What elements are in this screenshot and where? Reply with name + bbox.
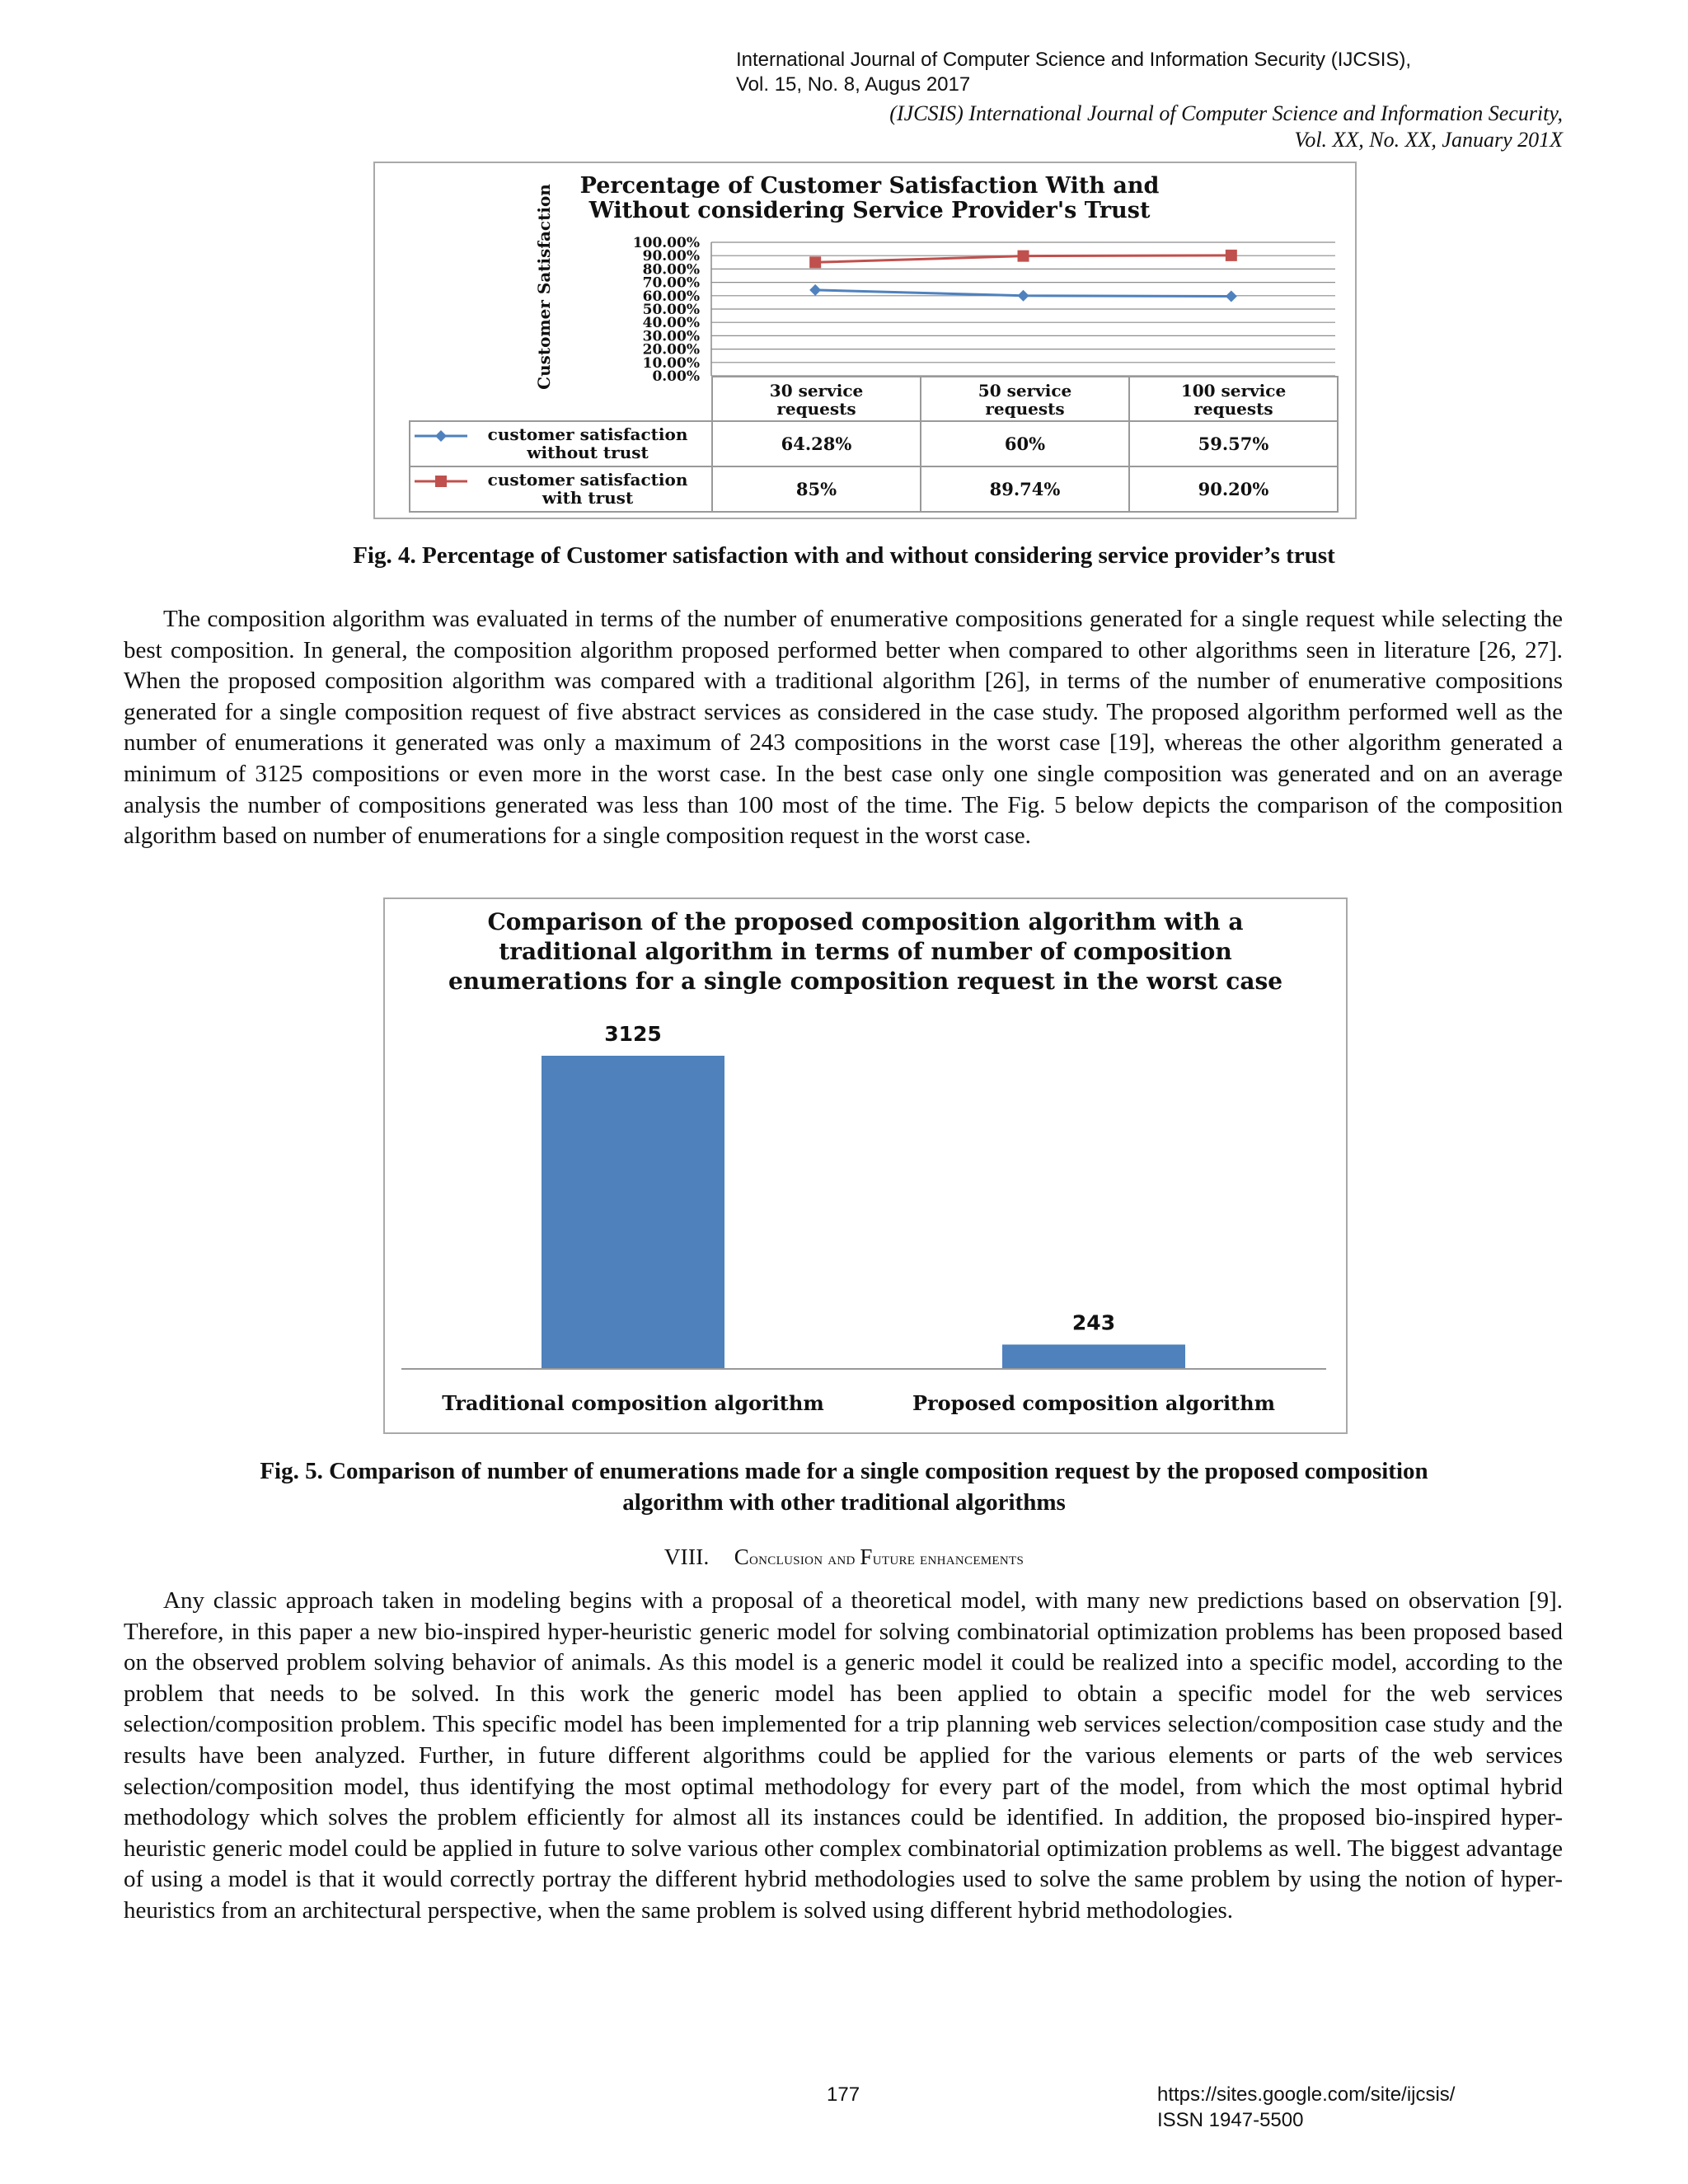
fig5-bar-1 bbox=[542, 1056, 724, 1369]
fig4-y-tick-label: 0.00% bbox=[652, 368, 700, 385]
fig4-y-tick-label: 80.00% bbox=[642, 261, 700, 279]
figure-5-caption bbox=[124, 1455, 1564, 1518]
fig4-y-axis-label: Customer Satisfaction bbox=[534, 184, 554, 390]
fig4-y-tick-label: 40.00% bbox=[642, 315, 700, 332]
fig4-value-2-1: 85% bbox=[713, 467, 921, 511]
italic-line-1: (IJCSIS) International Journal of Computer Science and Information Security, bbox=[889, 101, 1563, 125]
fig4-value-1-1: 64.28% bbox=[713, 422, 921, 466]
fig4-y-tick-label: 50.00% bbox=[642, 302, 700, 318]
italic-header bbox=[577, 101, 1563, 153]
fig4-point bbox=[809, 284, 821, 296]
page-number: 177 bbox=[827, 2083, 860, 2106]
fig5-category-label-1: Traditional composition algorithm bbox=[442, 1391, 824, 1415]
section-number: VIII. bbox=[663, 1544, 710, 1569]
fig4-point bbox=[809, 256, 821, 268]
paragraph-2: Any classic approach taken in modeling begins with a proposal of a theoretical model, with many new predictions based on observation [9]. Therefore, in this paper a new bio-inspired hyper-heuristic generic model for solving combinatorial optimization problems has been proposed based on the observed problem solving behavior of animals. As this model is a generic model it could be realized into a specific model, according to the problem that needs to be solved. In this work the generic model has been applied to obtain a specific model for the web services selection/composition problem. This specific model has been implemented for a trip planning web services selection/composition case study and the results have been analyzed. Further, in future different algorithms could be applied for the various elements or parts of the web services selection/composition model, thus identifying the most optimal methodology for every part of the model, from which the most optimal hybrid methodology which solves the problem efficiently for almost all its instances could be identified. In addition, the proposed bio-inspired hyper-heuristic generic model could be applied in future to solve various other complex combinatorial optimization problems as well. The biggest advantage of using a model is that it would correctly portray the different hybrid methodologies used to solve the same problem by using the notion of hyper-heuristics from an architectural perspective, when the same problem is solved using different hybrid methodologies. bbox=[124, 1587, 1563, 1924]
fig4-legend-2: customer satisfaction with trust bbox=[410, 467, 713, 511]
fig4-value-1-3: 59.57% bbox=[1198, 433, 1269, 454]
figure-4-caption: Fig. 4. Percentage of Customer satisfaction with and without considering service provider’s trust bbox=[353, 542, 1335, 569]
fig4-y-tick-label: 90.00% bbox=[642, 248, 700, 265]
fig4-series-row-2 bbox=[410, 467, 1337, 511]
section-title-f: F bbox=[860, 1544, 873, 1569]
footer-right bbox=[1157, 2082, 1455, 2133]
section-heading bbox=[124, 1544, 1564, 1570]
section-title-part-2: uture enhancements bbox=[872, 1548, 1025, 1568]
figure-5-caption-line-2: algorithm with other traditional algorithms bbox=[622, 1489, 1066, 1516]
journal-line-2: Vol. 15, No. 8, Augus 2017 bbox=[736, 73, 971, 96]
fig5-data-label-2: 243 bbox=[1071, 1310, 1116, 1335]
italic-line-2: Vol. XX, No. XX, January 201X bbox=[1294, 128, 1563, 152]
fig4-legend-1: customer satisfaction without trust bbox=[410, 422, 713, 466]
fig4-title-line-2: Without considering Service Provider's Trust bbox=[588, 198, 1151, 223]
fig5-title-line-1: Comparison of the proposed composition algorithm with a bbox=[487, 908, 1244, 935]
fig4-point bbox=[1018, 290, 1029, 302]
figure-5-caption-line-1: Fig. 5. Comparison of number of enumerations made for a single composition request by the proposed composition bbox=[260, 1458, 1428, 1484]
fig4-title-line-1: Percentage of Customer Satisfaction With and bbox=[579, 173, 1160, 199]
fig4-category-row bbox=[711, 376, 1339, 422]
fig4-value-2-2: 89.74% bbox=[921, 467, 1130, 511]
fig4-point bbox=[1226, 250, 1237, 261]
fig4-y-tick-label: 70.00% bbox=[642, 274, 700, 292]
fig4-y-tick-label: 30.00% bbox=[642, 328, 700, 345]
figure-5-box bbox=[383, 898, 1348, 1434]
fig4-data-table bbox=[409, 420, 1339, 513]
legend-diamond-marker-icon bbox=[413, 428, 471, 444]
fig4-y-tick-label: 10.00% bbox=[642, 354, 700, 372]
fig4-value-2-3: 90.20% bbox=[1198, 478, 1269, 499]
journal-line-1: International Journal of Computer Science and Information Security (IJCSIS), bbox=[736, 49, 1412, 71]
fig5-category-label-2: Proposed composition algorithm bbox=[912, 1391, 1276, 1415]
figure-4-box bbox=[373, 162, 1357, 519]
footer-url: https://sites.google.com/site/ijcsis/ bbox=[1157, 2083, 1456, 2106]
fig4-category-3: 100 service requests bbox=[1180, 381, 1287, 419]
fig4-value-1-2: 60% bbox=[921, 422, 1130, 466]
figure-5-chart bbox=[385, 899, 1346, 1432]
fig5-bar-2 bbox=[1002, 1344, 1185, 1369]
section-title-c: C bbox=[734, 1544, 750, 1569]
fig4-category-1: 30 service requests bbox=[713, 377, 921, 422]
fig5-title-line-3: enumerations for a single composition request in the worst case bbox=[448, 968, 1283, 995]
fig5-data-label-1: 3125 bbox=[604, 1022, 662, 1046]
journal-header bbox=[736, 48, 1560, 97]
paragraph-1: The composition algorithm was evaluated in terms of the number of enumerative compositions generated for a single request while selecting the best composition. In general, the composition algorithm proposed performed better when compared to other algorithms seen in literature [26, 27]. When the proposed composition algorithm was compared with a traditional algorithm [26], in terms of the number of enumerative compositions generated for a single composition request of five abstract services as considered in the case study. The proposed algorithm performed well as the number of enumerations it generated was only a maximum of 243 compositions in the worst case [19], whereas the other algorithm generated a minimum of 3125 compositions or even more in the worst case. In the best case only one single composition was generated and on an average analysis the number of compositions generated was less than 100 most of the time. The Fig. 5 below depicts the comparison of the composition algorithm based on number of enumerations for a single composition request in the worst case. bbox=[124, 606, 1563, 850]
fig4-y-tick-label: 60.00% bbox=[642, 288, 700, 305]
fig4-point bbox=[1226, 290, 1237, 302]
fig4-point bbox=[1018, 251, 1029, 262]
section-title-part-1: onclusion and bbox=[749, 1548, 860, 1568]
fig4-series-row-1 bbox=[410, 422, 1337, 467]
footer-issn: ISSN 1947-5500 bbox=[1157, 2109, 1304, 2131]
legend-square-marker-icon bbox=[413, 473, 471, 490]
fig4-y-tick-label: 20.00% bbox=[642, 341, 700, 359]
fig4-y-tick-label: 100.00% bbox=[632, 235, 700, 251]
fig4-category-2: 50 service requests bbox=[921, 377, 1130, 422]
fig5-title-line-2: traditional algorithm in terms of number of composition bbox=[499, 938, 1232, 965]
